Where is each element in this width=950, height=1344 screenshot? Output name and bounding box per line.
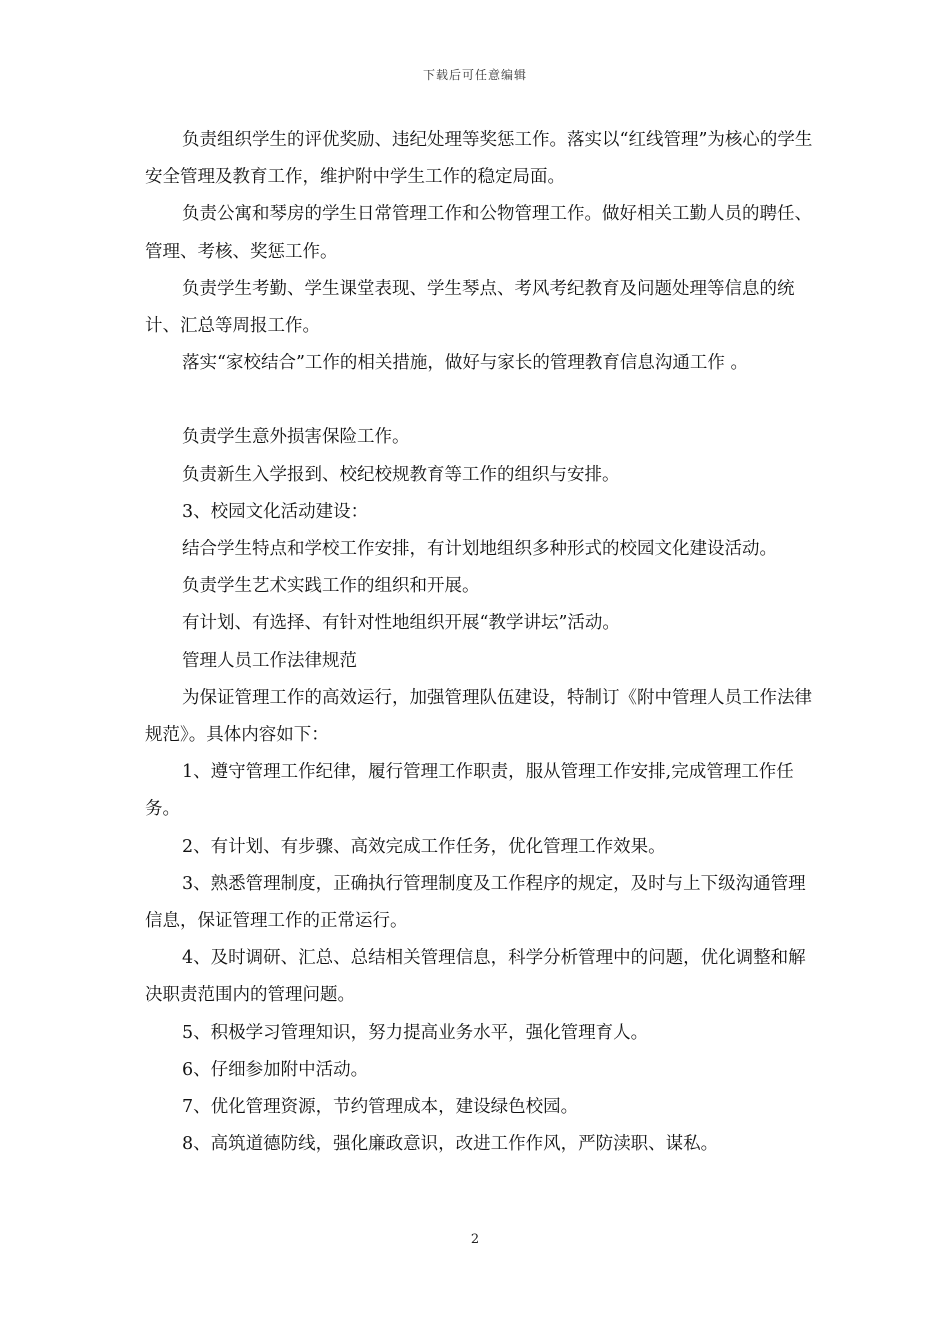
- list-item: 2、有计划、有步骤、高效完成工作任务，优化管理工作效果。: [182, 836, 666, 857]
- paragraph: 负责组织学生的评优奖励、违纪处理等奖惩工作。落实以“红线管理”为核心的学生安全管理及教育工作，维护附中学生工作的稳定局面。: [145, 130, 813, 188]
- section-heading: 3、校园文化活动建设：: [182, 501, 369, 522]
- list-item: 8、高筑道德防线，强化廉政意识，改进工作作风，严防渎职、谋私。: [182, 1134, 719, 1155]
- blank-line: [145, 382, 813, 419]
- list-item: 5、积极学习管理知识，努力提高业务水平，强化管理育人。: [182, 1022, 649, 1043]
- paragraph: 负责学生意外损害保险工作。: [182, 427, 410, 448]
- paragraph: 有计划、有选择、有针对性地组织开展“教学讲坛”活动。: [182, 613, 620, 634]
- paragraph: 结合学生特点和学校工作安排，有计划地组织多种形式的校园文化建设活动。: [182, 539, 777, 560]
- section-heading: 管理人员工作法律规范: [182, 650, 357, 671]
- paragraph: 落实“家校结合”工作的相关措施，做好与家长的管理教育信息沟通工作 。: [182, 353, 748, 374]
- paragraph: 为保证管理工作的高效运行，加强管理队伍建设，特制订《附中管理人员工作法律规范》。具体内容如下：: [145, 687, 812, 746]
- paragraph: 负责公寓和琴房的学生日常管理工作和公物管理工作。做好相关工勤人员的聘任、管理、考核、奖惩工作。: [145, 204, 812, 262]
- page-number: 2: [470, 1232, 480, 1247]
- paragraph: 负责学生艺术实践工作的组织和开展。: [182, 576, 480, 597]
- list-item: 4、及时调研、汇总、总结相关管理信息，科学分析管理中的问题，优化调整和解决职责范围内的管理问题。: [145, 948, 806, 1006]
- list-item: 6、仔细参加附中活动。: [182, 1059, 369, 1080]
- list-item: 3、熟悉管理制度，正确执行管理制度及工作程序的规定，及时与上下级沟通管理信息，保证管理工作的正常运行。: [145, 873, 806, 932]
- paragraph: 负责新生入学报到、校纪校规教育等工作的组织与安排。: [182, 464, 620, 485]
- document-body: [145, 122, 813, 1163]
- paragraph: 负责学生考勤、学生课堂表现、学生琴点、考风考纪教育及问题处理等信息的统计、汇总等周报工作。: [145, 278, 795, 337]
- list-item: 1、遵守管理工作纪律，履行管理工作职责，服从管理工作安排,完成管理工作任务。: [145, 762, 794, 820]
- list-item: 7、优化管理资源，节约管理成本，建设绿色校园。: [182, 1097, 579, 1118]
- page-header: 下载后可任意编辑: [422, 68, 527, 82]
